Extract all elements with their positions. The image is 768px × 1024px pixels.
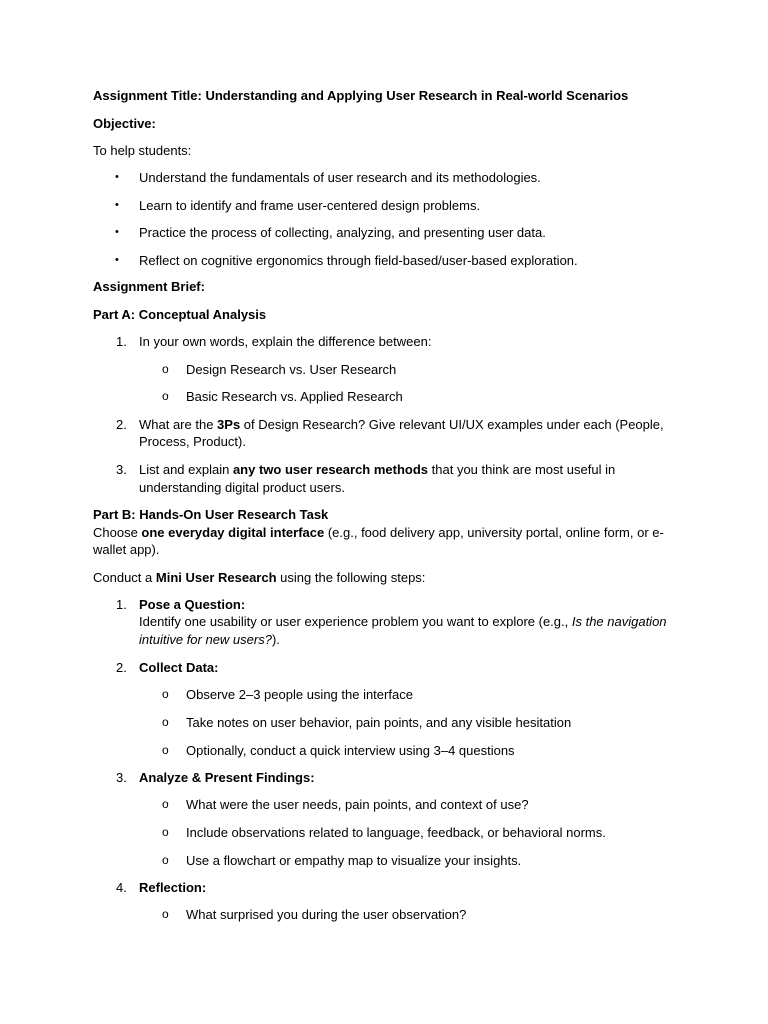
list-number: 2. <box>116 417 127 432</box>
step-title: Pose a Question: <box>139 597 246 612</box>
assignment-title <box>93 87 628 104</box>
step-sub-item: Use a flowchart or empathy map to visualize your insights. <box>186 853 522 868</box>
sub-bullet-glyph: o <box>162 853 169 867</box>
part-a-q1: In your own words, explain the difference between: <box>139 334 432 349</box>
objective-intro: To help students: <box>93 143 192 158</box>
part-a-q2-line2: Process, Product). <box>139 434 246 449</box>
bullet-glyph: • <box>115 199 119 211</box>
step-sub-item: Optionally, conduct a quick interview using 3–4 questions <box>186 743 515 758</box>
part-a-heading: Part A: Conceptual Analysis <box>93 307 267 322</box>
objective-item: Reflect on cognitive ergonomics through field-based/user-based exploration. <box>139 253 578 268</box>
title-label: Assignment Title: <box>93 88 202 103</box>
step-title: Reflection: <box>139 880 207 895</box>
sub-bullet-glyph: o <box>162 907 169 921</box>
step-sub-item: Observe 2–3 people using the interface <box>186 687 413 702</box>
step-sub-item: Include observations related to language, feedback, or behavioral norms. <box>186 825 606 840</box>
list-number: 2. <box>116 660 127 675</box>
bullet-glyph: • <box>115 226 119 238</box>
bullet-glyph: • <box>115 254 119 266</box>
step-sub-item: What were the user needs, pain points, and context of use? <box>186 797 529 812</box>
step-1-line2: intuitive for new users?). <box>139 632 280 647</box>
part-a-q1-sub: Design Research vs. User Research <box>186 362 397 377</box>
sub-bullet-glyph: o <box>162 743 169 757</box>
step-title: Collect Data: <box>139 660 219 675</box>
step-1-line1: Identify one usability or user experience problem you want to explore (e.g., Is the navigation <box>139 614 667 629</box>
part-a-q3-line1: List and explain any two user research methods that you think are most useful in <box>139 462 616 477</box>
list-number: 3. <box>116 770 127 785</box>
step-sub-item: Take notes on user behavior, pain points, and any visible hesitation <box>186 715 572 730</box>
part-b-conduct: Conduct a Mini User Research using the following steps: <box>93 570 426 585</box>
sub-bullet-glyph: o <box>162 389 169 403</box>
objective-item: Practice the process of collecting, analyzing, and presenting user data. <box>139 225 546 240</box>
step-title: Analyze & Present Findings: <box>139 770 315 785</box>
objective-item: Learn to identify and frame user-centered design problems. <box>139 198 481 213</box>
list-number: 1. <box>116 334 127 349</box>
list-number: 4. <box>116 880 127 895</box>
objective-item: Understand the fundamentals of user research and its methodologies. <box>139 170 541 185</box>
list-number: 3. <box>116 462 127 477</box>
step-sub-item: What surprised you during the user observation? <box>186 907 467 922</box>
sub-bullet-glyph: o <box>162 797 169 811</box>
part-a-q1-sub: Basic Research vs. Applied Research <box>186 389 403 404</box>
part-b-heading: Part B: Hands-On User Research Task <box>93 507 329 522</box>
part-a-q2-line1: What are the 3Ps of Design Research? Give relevant UI/UX examples under each (People, <box>139 417 664 432</box>
bullet-glyph: • <box>115 171 119 183</box>
sub-bullet-glyph: o <box>162 362 169 376</box>
objective-heading: Objective: <box>93 116 156 131</box>
part-a-q3-line2: understanding digital product users. <box>139 480 345 495</box>
title-text: Understanding and Applying User Research in Real-world Scenarios <box>201 88 629 103</box>
list-number: 1. <box>116 597 127 612</box>
sub-bullet-glyph: o <box>162 825 169 839</box>
sub-bullet-glyph: o <box>162 687 169 701</box>
brief-heading: Assignment Brief: <box>93 279 205 294</box>
part-b-choose-line1: Choose one everyday digital interface (e.g., food delivery app, university portal, online form, or e- <box>93 525 664 540</box>
sub-bullet-glyph: o <box>162 715 169 729</box>
part-b-choose-line2: wallet app). <box>93 542 160 557</box>
